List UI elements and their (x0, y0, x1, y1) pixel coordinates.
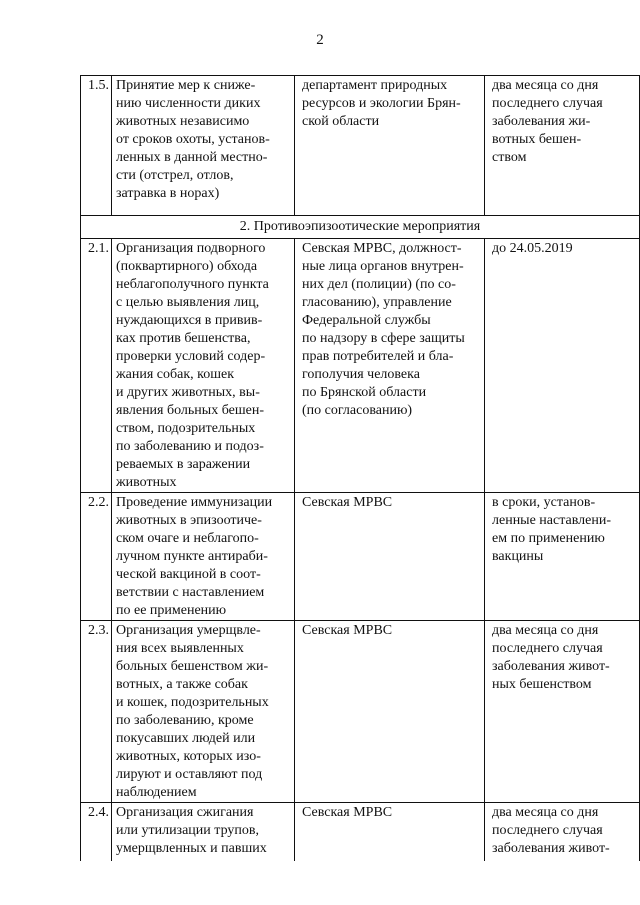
term-cell: в сроки, установ- ленные наставлени- ем по применению вакцины (485, 493, 640, 621)
term-cell: два месяца со дня последнего случая заболевания жи- вотных бешен- ством (485, 76, 640, 216)
measure-cell: Принятие мер к сниже- нию численности диких животных независимо от сроков охоты, установ- ленных в данной местно- сти (отстрел, отлов, затравка в норах) (112, 76, 295, 216)
measure-cell: Организация сжигания или утилизации трупов, умерщвленных и павших (112, 803, 295, 861)
row-number: 1.5. (81, 76, 112, 216)
table-row (81, 76, 640, 216)
row-number: 2.1. (81, 239, 112, 493)
page-number: 2 (316, 32, 324, 48)
measure-cell: Организация умерщвле- ния всех выявленных больных бешенством жи- вотных, а также собак и кошек, подозрительных по заболеванию, кроме покусавших людей или животных, которых изо- лируют и оставляют под наблюдением (112, 621, 295, 803)
table-row (81, 621, 640, 803)
responsible-cell: Севская МРВС, должност- ные лица органов внутрен- них дел (полиции) (по со- гласованию), управление Федеральной службы по надзору в сфере защиты прав потребителей и бла- гополучия человека по Брянской области (по согласованию) (295, 239, 485, 493)
table-row (81, 239, 640, 493)
term-cell: два месяца со дня последнего случая заболевания живот- (485, 803, 640, 861)
responsible-cell: Севская МРВС (295, 493, 485, 621)
row-number: 2.2. (81, 493, 112, 621)
table-row (81, 493, 640, 621)
measure-cell: Проведение иммунизации животных в эпизоотиче- ском очаге и неблагопо- лучном пункте антираби- ческой вакциной в соот- ветствии с наставлением по ее применению (112, 493, 295, 621)
table-row (81, 803, 640, 861)
measures-table (80, 75, 640, 861)
term-cell: два месяца со дня последнего случая заболевания живот- ных бешенством (485, 621, 640, 803)
measure-cell: Организация подворного (поквартирного) обхода неблагополучного пункта с целью выявления лиц, нуждающихся в привив- ках против бешенства, проверки условий содер- жания собак, кошек и других животных, вы- явления больных бешен- ством, подозрительных по заболеванию и подоз- реваемых в заражении животных (112, 239, 295, 493)
row-number: 2.3. (81, 621, 112, 803)
responsible-cell: департамент природных ресурсов и экологии Брян- ской области (295, 76, 485, 216)
section-header-row (81, 216, 640, 239)
responsible-cell: Севская МРВС (295, 803, 485, 861)
responsible-cell: Севская МРВС (295, 621, 485, 803)
section-title: 2. Противоэпизоотические мероприятия (81, 216, 640, 239)
row-number: 2.4. (81, 803, 112, 861)
term-cell: до 24.05.2019 (485, 239, 640, 493)
